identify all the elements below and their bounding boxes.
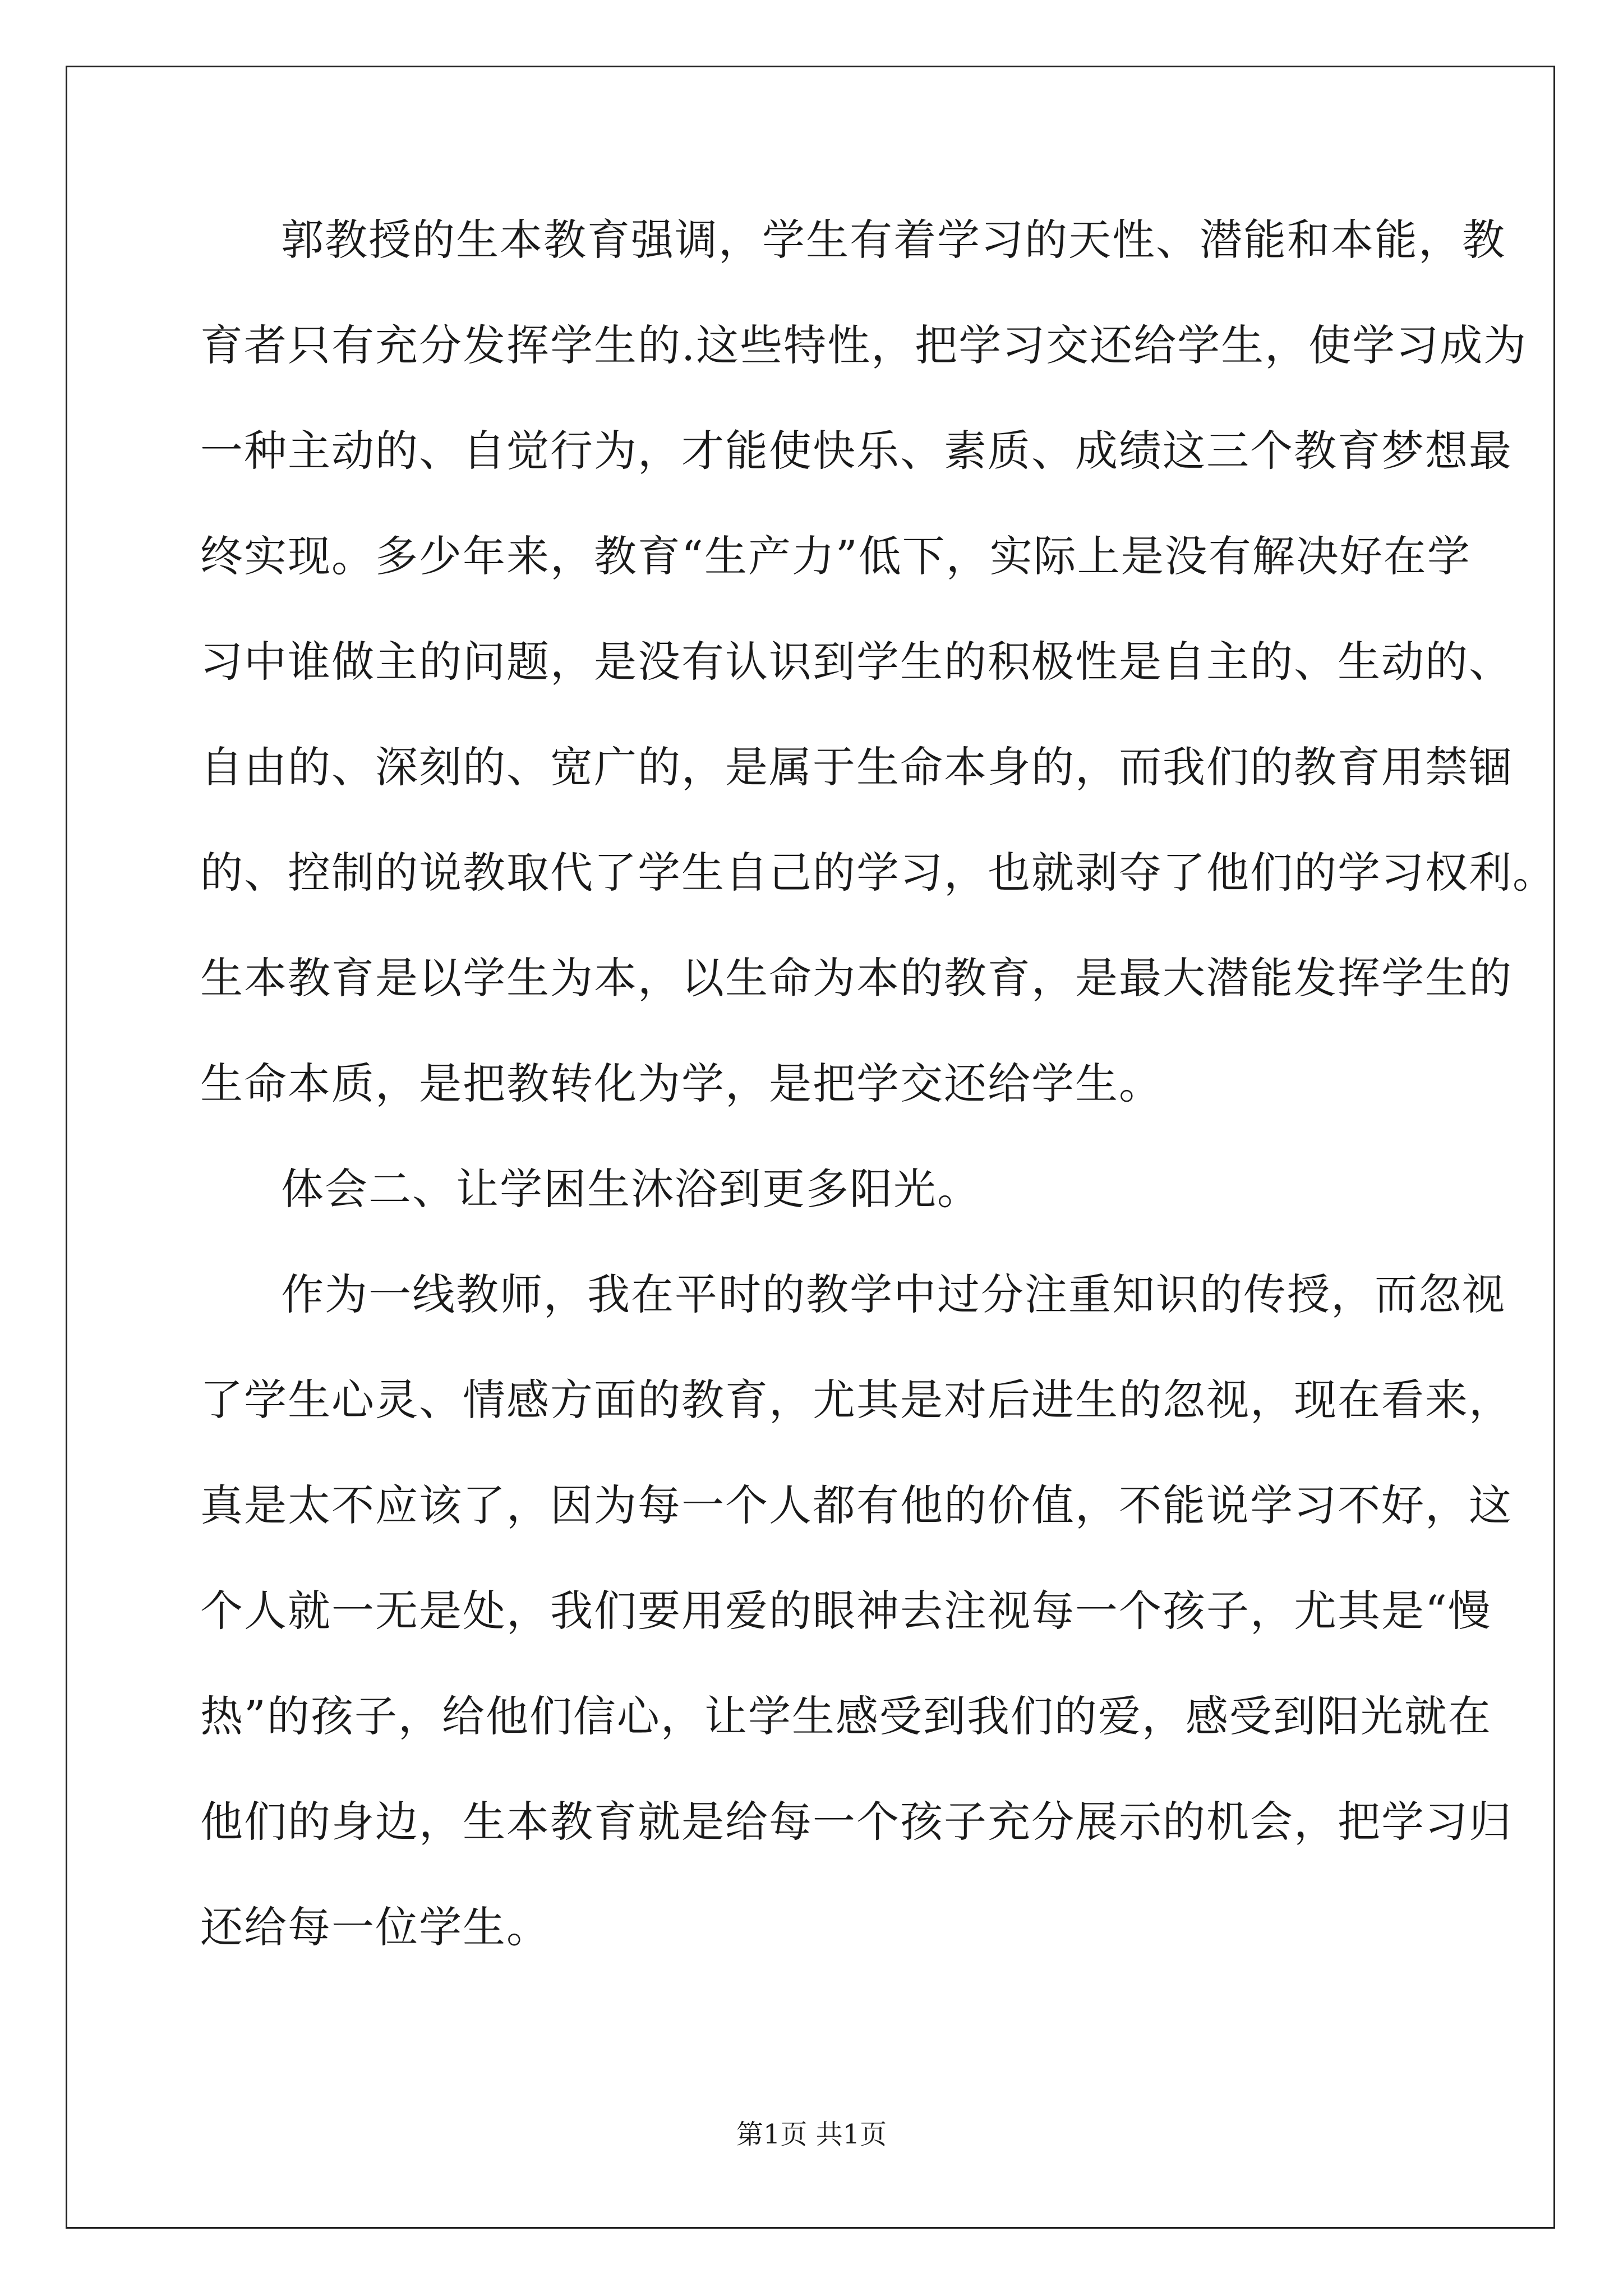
text-line: 一种主动的、自觉行为，才能使快乐、素质、成绩这三个教育梦想最 [200,426,1513,476]
page-number: 第1页 共1页 [736,2119,887,2150]
section-heading: 体会二、让学困生沐浴到更多阳光。 [281,1164,981,1214]
text-line: 作为一线教师，我在平时的教学中过分注重知识的传授，而忽视 [281,1269,1506,1319]
text-line: 热”的孩子，给他们信心，让学生感受到我们的爱，感受到阳光就在 [200,1691,1492,1741]
text-line: 习中谁做主的问题，是没有认识到学生的积极性是自主的、生动的、 [200,637,1513,687]
text-line: 终实现。多少年来，教育“生产力”低下，实际上是没有解决好在学 [200,531,1471,581]
text-line: 生本教育是以学生为本，以生命为本的教育，是最大潜能发挥学生的 [200,953,1513,1003]
text-line: 个人就一无是处，我们要用爱的眼神去注视每一个孩子，尤其是“慢 [200,1586,1492,1636]
text-line: 生命本质，是把教转化为学，是把学交还给学生。 [200,1059,1163,1108]
text-line: 郭教授的生本教育强调，学生有着学习的天性、潜能和本能，教 [281,215,1506,265]
text-line: 还给每一位学生。 [200,1902,550,1952]
text-line: 育者只有充分发挥学生的.这些特性，把学习交还给学生，使学习成为 [200,320,1528,370]
text-line: 了学生心灵、情感方面的教育，尤其是对后进生的忽视，现在看来， [200,1375,1513,1425]
text-line: 他们的身边，生本教育就是给每一个孩子充分展示的机会，把学习归 [200,1797,1513,1847]
text-line: 自由的、深刻的、宽广的，是属于生命本身的，而我们的教育用禁锢 [200,742,1513,792]
text-line: 真是太不应该了，因为每一个人都有他的价值，不能说学习不好，这 [200,1480,1513,1530]
text-line: 的、控制的说教取代了学生自己的学习，也就剥夺了他们的学习权利。 [200,848,1556,898]
